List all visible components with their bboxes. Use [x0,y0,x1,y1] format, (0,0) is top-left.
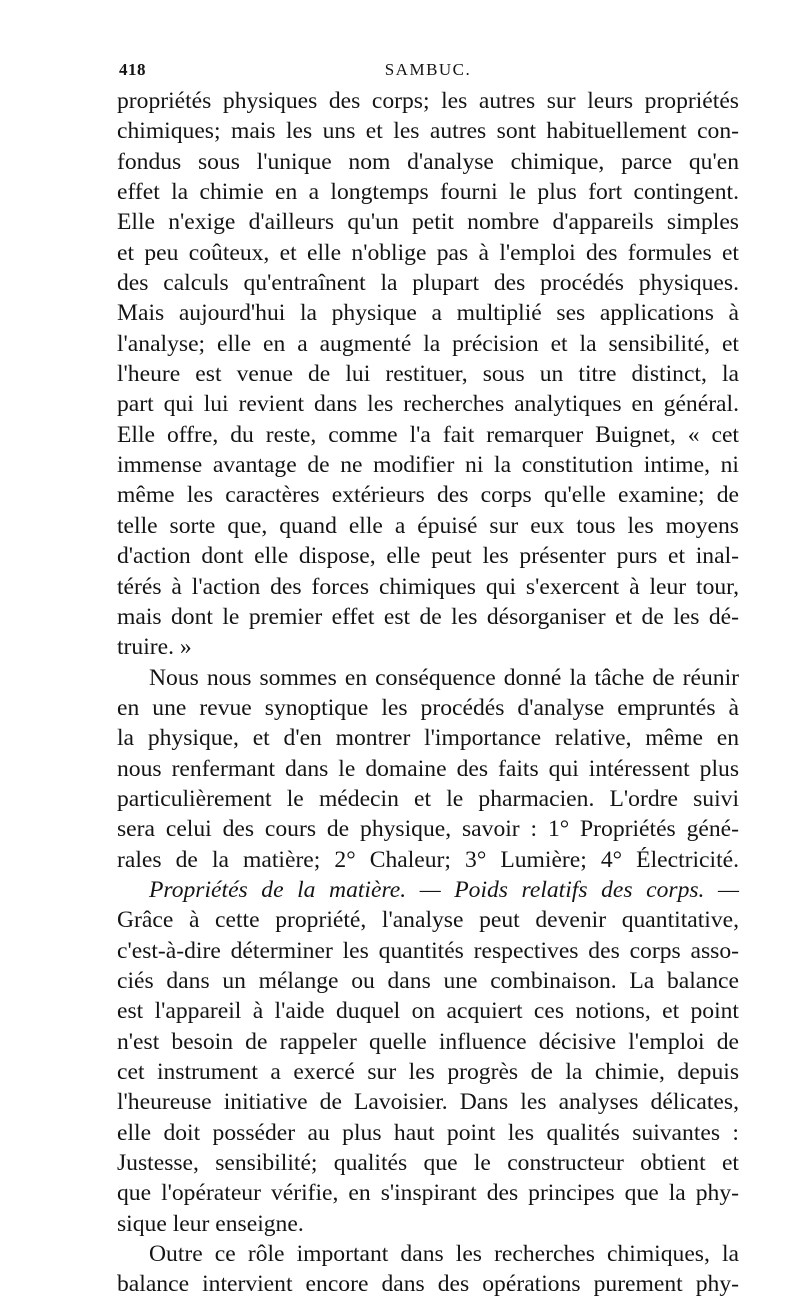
text-line: part qui lui revient dans les recherches analytiques en général. [117,391,739,418]
text-line: cet instrument a exercé sur les progrès de la chimie, depuis [117,1059,739,1085]
text-line: mais dont le premier effet est de les désorganiser et de les dé- [117,603,739,630]
text-line: telle sorte que, quand elle a épuisé sur eux tous les moyens [117,512,739,539]
italic-lead: Propriétés de la matière. — Poids relatifs des corps. — [149,876,739,903]
text-line: la physique, et d'en montrer l'importance relative, même en [117,725,739,752]
text-line: Elle offre, du reste, comme l'a fait remarquer Buignet, « cet [117,421,739,448]
text-line: Outre ce rôle important dans les recherches chimiques, la [149,1241,739,1268]
text-line: même les caractères extérieurs des corps qu'elle examine; de [117,482,739,509]
paragraph-3 [117,875,739,1239]
text-line: et peu coûteux, et elle n'oblige pas à l'emploi des formules et [117,239,739,266]
text-line: Elle n'exige d'ailleurs qu'un petit nombre d'appareils simples [117,209,739,236]
paragraph-4 [117,1239,739,1300]
text-line: propriétés physiques des corps; les autres sur leurs propriétés [117,88,739,114]
text-line: que l'opérateur vérifie, en s'inspirant des principes que la phy- [117,1180,739,1207]
text-line: particulièrement le médecin et le pharmacien. L'ordre suivi [117,785,739,812]
paragraph-1 [117,86,739,663]
paragraph-2 [117,663,739,875]
text-line: d'action dont elle dispose, elle peut les présenter purs et inal- [117,543,739,570]
book-page [117,56,739,1300]
text-line: immense avantage de ne modifier ni la constitution intime, ni [117,452,739,479]
text-line: Nous nous sommes en conséquence donné la tâche de réunir [149,664,739,691]
text-line: est l'appareil à l'aide duquel on acquiert ces notions, et point [117,998,739,1025]
text-line: rales de la matière; 2° Chaleur; 3° Lumière; 4° Électricité. [117,846,739,873]
text-line: térés à l'action des forces chimiques qui s'exercent à leur tour, [117,573,739,600]
text-line: nous renfermant dans le domaine des faits qui intéressent plus [117,755,739,782]
running-head [117,56,739,86]
text-line: sera celui des cours de physique, savoir : 1° Propriétés géné- [117,816,739,843]
text-line: sique leur enseigne. [117,1210,304,1237]
running-head-title: SAMBUC. [384,60,472,79]
text-line: Justesse, sensibilité; qualités que le constructeur obtient et [117,1150,739,1177]
page-number: 418 [119,60,146,79]
text-line: effet la chimie en a longtemps fourni le plus fort contingent. [117,179,739,206]
text-line: elle doit posséder au plus haut point les qualités suivantes : [117,1119,739,1146]
text-line: des calculs qu'entraînent la plupart des procédés physiques. [117,270,739,297]
text-line: n'est besoin de rappeler quelle influence décisive l'emploi de [117,1028,739,1055]
text-line: Grâce à cette propriété, l'analyse peut devenir quantitative, [117,907,739,934]
text-line: ciés dans un mélange ou dans une combinaison. La balance [117,967,739,994]
body-text [117,86,739,1300]
text-line: c'est-à-dire déterminer les quantités respectives des corps asso- [117,937,739,964]
text-line: l'heure est venue de lui restituer, sous un titre distinct, la [117,361,739,388]
text-line: balance intervient encore dans des opérations purement phy- [117,1271,739,1298]
text-line: l'heureuse initiative de Lavoisier. Dans les analyses délicates, [117,1089,739,1116]
text-line: l'analyse; elle en a augmenté la précision et la sensibilité, et [117,330,739,357]
text-line: truire. » [117,634,192,661]
text-line: en une revue synoptique les procédés d'analyse empruntés à [117,694,739,721]
section-heading-italic [117,875,739,905]
text-line: Mais aujourd'hui la physique a multiplié ses applications à [117,300,739,327]
text-line: chimiques; mais les uns et les autres sont habituellement con- [117,118,739,145]
text-line: fondus sous l'unique nom d'analyse chimique, parce qu'en [117,148,739,175]
